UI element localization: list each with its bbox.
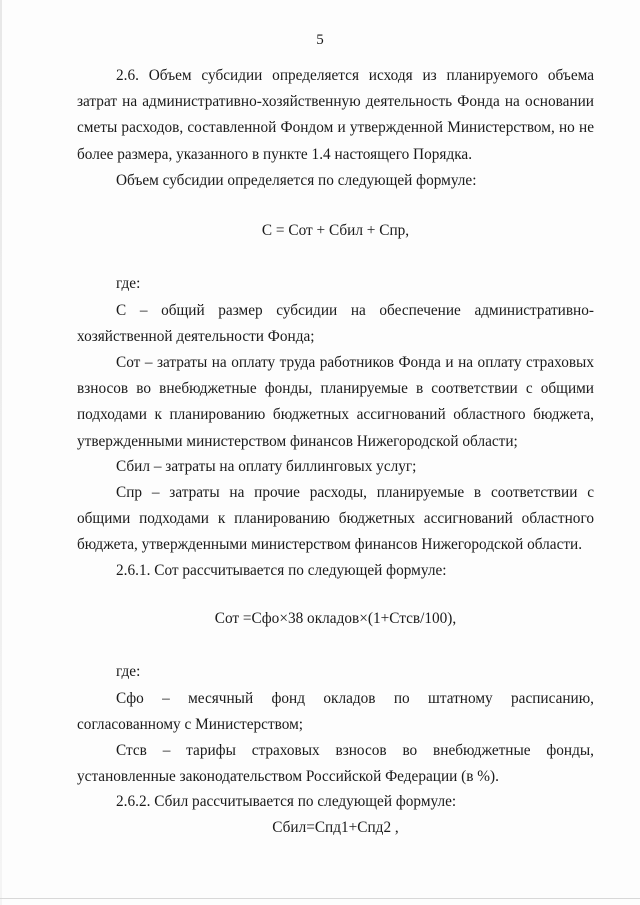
definition-c: С – общий размер субсидии на обеспечение административно-хозяйственной деятельности Фонда;	[77, 302, 594, 346]
paragraph-2-6	[77, 63, 594, 168]
page-bottom-edge	[0, 898, 640, 899]
definition-spr: Спр – затраты на прочие расходы, планируемые в соответствии с общими подходами к планированию бюджетных ассигнований областного бюджета, утвержденными министерством финансов Нижегородской области.	[77, 484, 594, 554]
definition-sfo: Сфо – месячный фонд окладов по штатному расписанию, согласованному с Министерством;	[77, 690, 594, 734]
scan-edge	[0, 0, 2, 905]
paragraph-2-6-text: 2.6. Объем субсидии определяется исходя из планируемого объема затрат на административно-хозяйственную деятельность Фонда на основании сметы расходов, составленной Фондом и утвержденной Министерством, но не более размера, указанного в пункте 1.4 настоящего Порядка.	[77, 67, 594, 163]
definition-sot: Сот – затраты на оплату труда работников Фонда и на оплату страховых взносов во внебюджетные фонды, планируемые в соответствии с общими подходами к планированию бюджетных ассигнований областного бюджета, утвержденными министерством финансов Нижегородской области;	[77, 354, 594, 450]
definition-sbil: Сбил – затраты на оплату биллинговых услуг;	[116, 458, 417, 475]
formula-sbil: Сбил=Спд1+Спд2 ,	[272, 819, 399, 836]
formula-sot: Сот =Сфо×38 окладов×(1+Стсв/100),	[214, 610, 457, 627]
paragraph-2-6-1: 2.6.1. Сот рассчитывается по следующей формуле:	[116, 562, 447, 579]
formula-intro: Объем субсидии определяется по следующей формуле:	[116, 172, 477, 189]
definition-stsv: Стсв – тарифы страховых взносов во внебюджетные фонды, установленные законодательством Российской Федерации (в %).	[77, 742, 594, 786]
paragraph-2-6-2: 2.6.2. Сбил рассчитывается по следующей формуле:	[116, 793, 457, 810]
where-label-1: где:	[116, 275, 141, 292]
where-label-2: где:	[116, 663, 141, 680]
formula-subsidy: С = Сот + Сбил + Спр,	[261, 222, 410, 239]
page-number: 5	[316, 32, 324, 48]
